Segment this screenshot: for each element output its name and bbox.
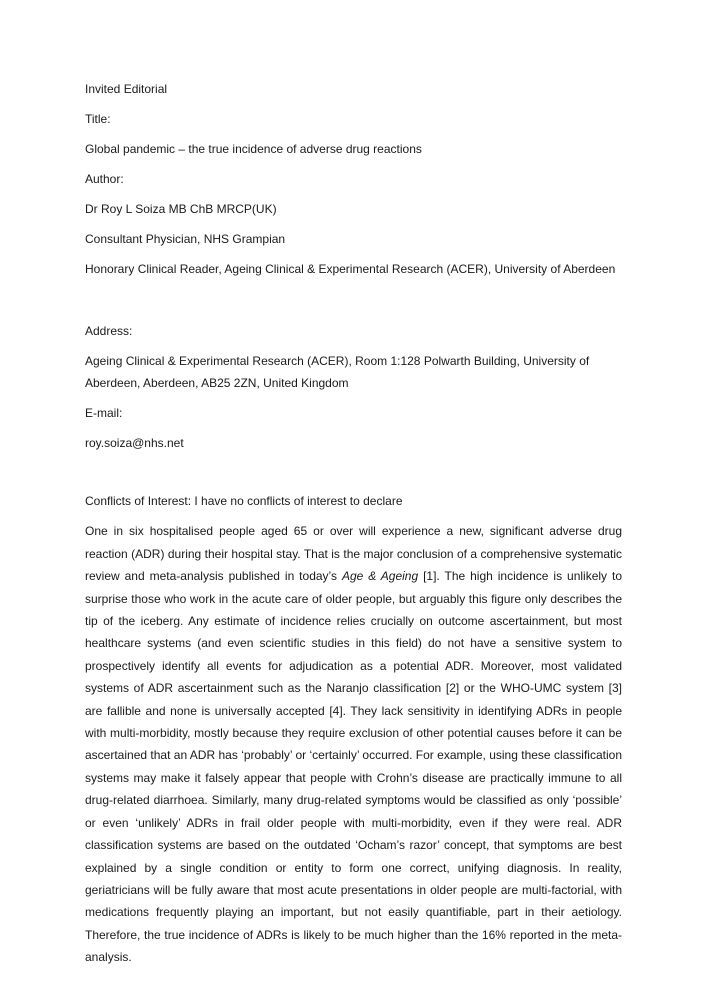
doc-title: Global pandemic – the true incidence of adverse drug reactions [85, 142, 422, 156]
body-text-after-journal: [1]. The high incidence is unlikely to surprise those who work in the acute care of older people, but arguably this figure only describes the tip of the iceberg. Any estimate of incidence relies crucially on outcome ascertainment, but most healthcare systems (and even scientific studies in this field) do not have a sensitive system to prospectively identify all events for adjudication as a potential ADR. Moreover, most validated systems of ADR ascertainment such as the Naranjo classification [2] or the WHO-UMC system [3] are fallible and none is universally accepted [4]. They lack sensitivity in identifying ADRs in people with multi-morbidity, mostly because they require exclusion of other potential causes before it can be ascertained that an ADR has ‘probably’ or ‘certainly’ occurred. For example, using these classification systems may make it falsely appear that people with Crohn’s disease are practically immune to all drug-related diarrhoea. Similarly, many drug-related symptoms would be classified as only ‘possible’ or even ‘unlikely’ ADRs in frail older people with multi-morbidity, even if they were real. ADR classification systems are based on the outdated ‘Ocham’s razor’ concept, that symptoms are best explained by a single condition or entity to form one correct, unifying diagnosis. In reality, geriatricians will be fully aware that most acute presentations in older people are multi-factorial, with medications frequently playing an important, but not easily quantifiable, part in their aetiology. Therefore, the true incidence of ADRs is likely to be much higher than the 16% reported in the meta-analysis. [85, 569, 623, 965]
conflicts-statement: Conflicts of Interest: I have no conflicts of interest to declare [85, 494, 403, 509]
title-label: Title: [85, 112, 111, 126]
blank-line [85, 462, 622, 490]
address-value: Ageing Clinical & Experimental Research (ACER), Room 1:128 Polwarth Building, University of Aberdeen, Aberdeen, AB25 2ZN, United Kingdom [85, 354, 590, 391]
blank-line [85, 288, 622, 320]
body-text-before-journal: One in six hospitalised people aged 65 or over will experience a new, significant adverse drug reaction (ADR) during their hospital stay. That is the major conclusion of a comprehensive systematic review and meta-analysis published in today’s [85, 524, 622, 584]
doc-type-label: Invited Editorial [85, 82, 168, 96]
author-label: Author: [85, 172, 124, 186]
email-value: roy.soiza@nhs.net [85, 436, 184, 451]
author-affiliation: Honorary Clinical Reader, Ageing Clinical & Experimental Research (ACER), University of Aberdeen [85, 262, 616, 276]
email-label: E-mail: [85, 406, 123, 421]
author-name: Dr Roy L Soiza MB ChB MRCP(UK) [85, 202, 277, 216]
address-label: Address: [85, 324, 133, 338]
journal-name-italic: Age & Ageing [341, 569, 419, 584]
body-paragraph [85, 520, 622, 968]
author-position: Consultant Physician, NHS Grampian [85, 232, 286, 246]
